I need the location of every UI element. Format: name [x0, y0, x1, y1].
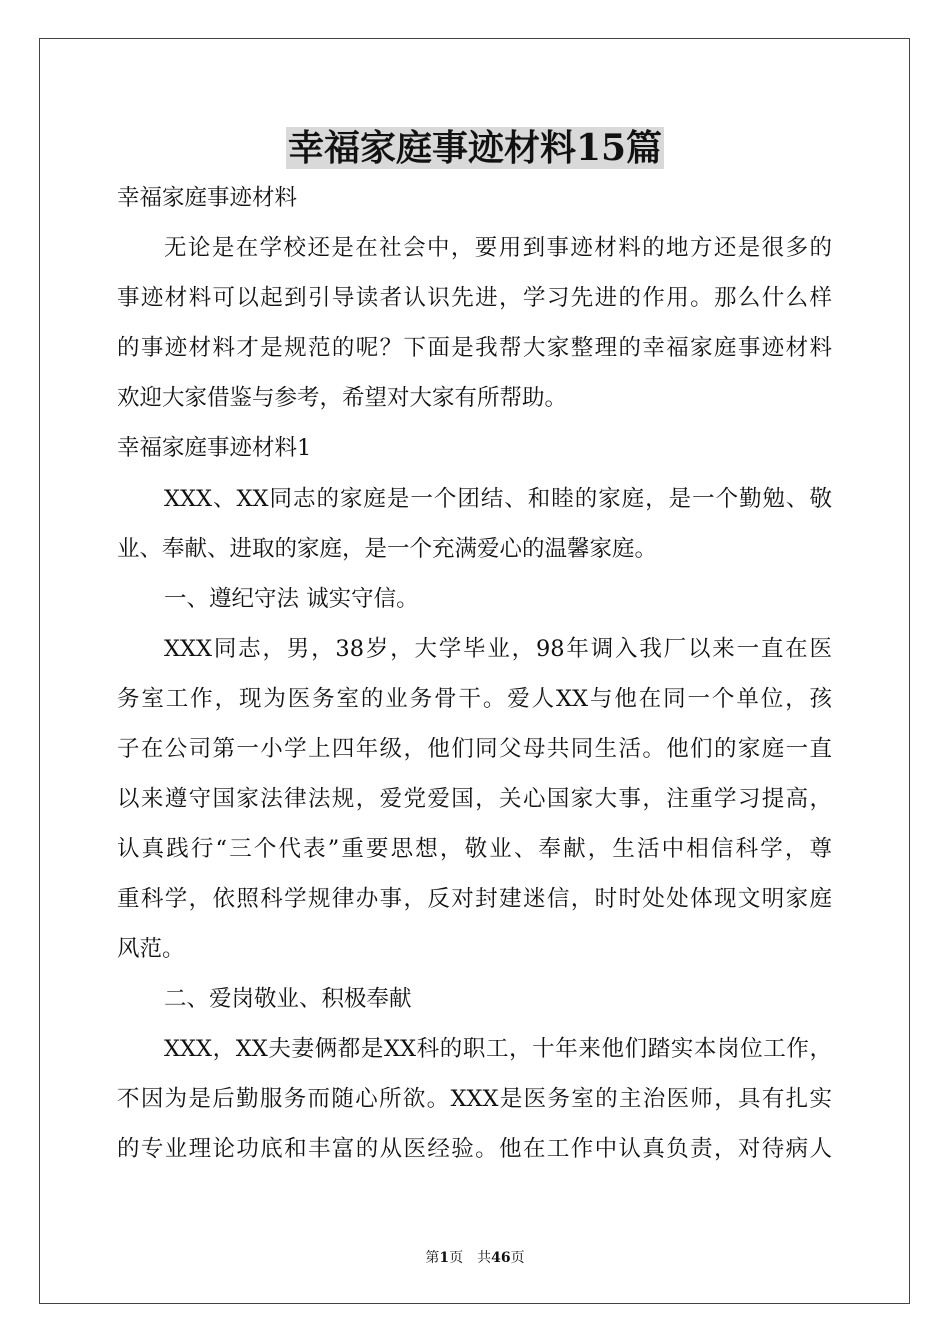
document-title-text: 幸福家庭事迹材料15篇	[287, 127, 663, 169]
paragraph-line: 不因为是后勤服务而随心所欲。XXX是医务室的主治医师，具有扎实	[117, 1086, 832, 1112]
paragraph-line: 重科学，依照科学规律办事，反对封建迷信，时时处处体现文明家庭	[117, 886, 832, 912]
paragraph-line: XXX、XX同志的家庭是一个团结、和睦的家庭，是一个勤勉、敬	[164, 486, 832, 512]
footer-mid: 页 共	[449, 1250, 492, 1266]
paragraph-line: 的专业理论功底和丰富的从医经验。他在工作中认真负责，对待病人	[117, 1136, 832, 1162]
paragraph-line: 认真践行“三个代表”重要思想，敬业、奉献，生活中相信科学，尊	[117, 836, 832, 862]
paragraph-line: 务室工作，现为医务室的业务骨干。爱人XX与他在同一个单位，孩	[117, 686, 832, 712]
paragraph-line: 的事迹材料才是规范的呢？下面是我帮大家整理的幸福家庭事迹材料	[117, 335, 832, 361]
paragraph-line: XXX，XX夫妻俩都是XX科的职工，十年来他们踏实本岗位工作，	[164, 1036, 832, 1062]
footer-page-total: 46	[491, 1250, 511, 1266]
paragraph-line: 业、奉献、进取的家庭，是一个充满爱心的温馨家庭。	[117, 536, 658, 562]
paragraph-line: 风范。	[117, 936, 185, 962]
page-footer	[0, 1248, 950, 1268]
footer-suffix: 页	[510, 1250, 525, 1266]
paragraph-line: 以来遵守国家法律法规，爱党爱国，关心国家大事，注重学习提高，	[117, 786, 832, 812]
sub-section-heading: 二、爱岗敬业、积极奉献	[164, 986, 412, 1012]
paragraph-line: 无论是在学校还是在社会中，要用到事迹材料的地方还是很多的	[164, 235, 832, 261]
document-title	[0, 124, 950, 172]
paragraph-line: 子在公司第一小学上四年级，他们同父母共同生活。他们的家庭一直	[117, 736, 832, 762]
subheading: 幸福家庭事迹材料	[117, 185, 298, 211]
footer-page-current: 1	[439, 1250, 450, 1266]
paragraph-line: 欢迎大家借鉴与参考，希望对大家有所帮助。	[117, 385, 568, 411]
sub-section-heading: 一、遵纪守法 诚实守信。	[164, 586, 419, 612]
page-border	[39, 38, 910, 1304]
footer-prefix: 第	[425, 1250, 440, 1266]
paragraph-line: XXX同志，男，38岁，大学毕业，98年调入我厂以来一直在医	[164, 636, 832, 662]
section-heading: 幸福家庭事迹材料1	[117, 435, 312, 461]
paragraph-line: 事迹材料可以起到引导读者认识先进，学习先进的作用。那么什么样	[117, 285, 832, 311]
